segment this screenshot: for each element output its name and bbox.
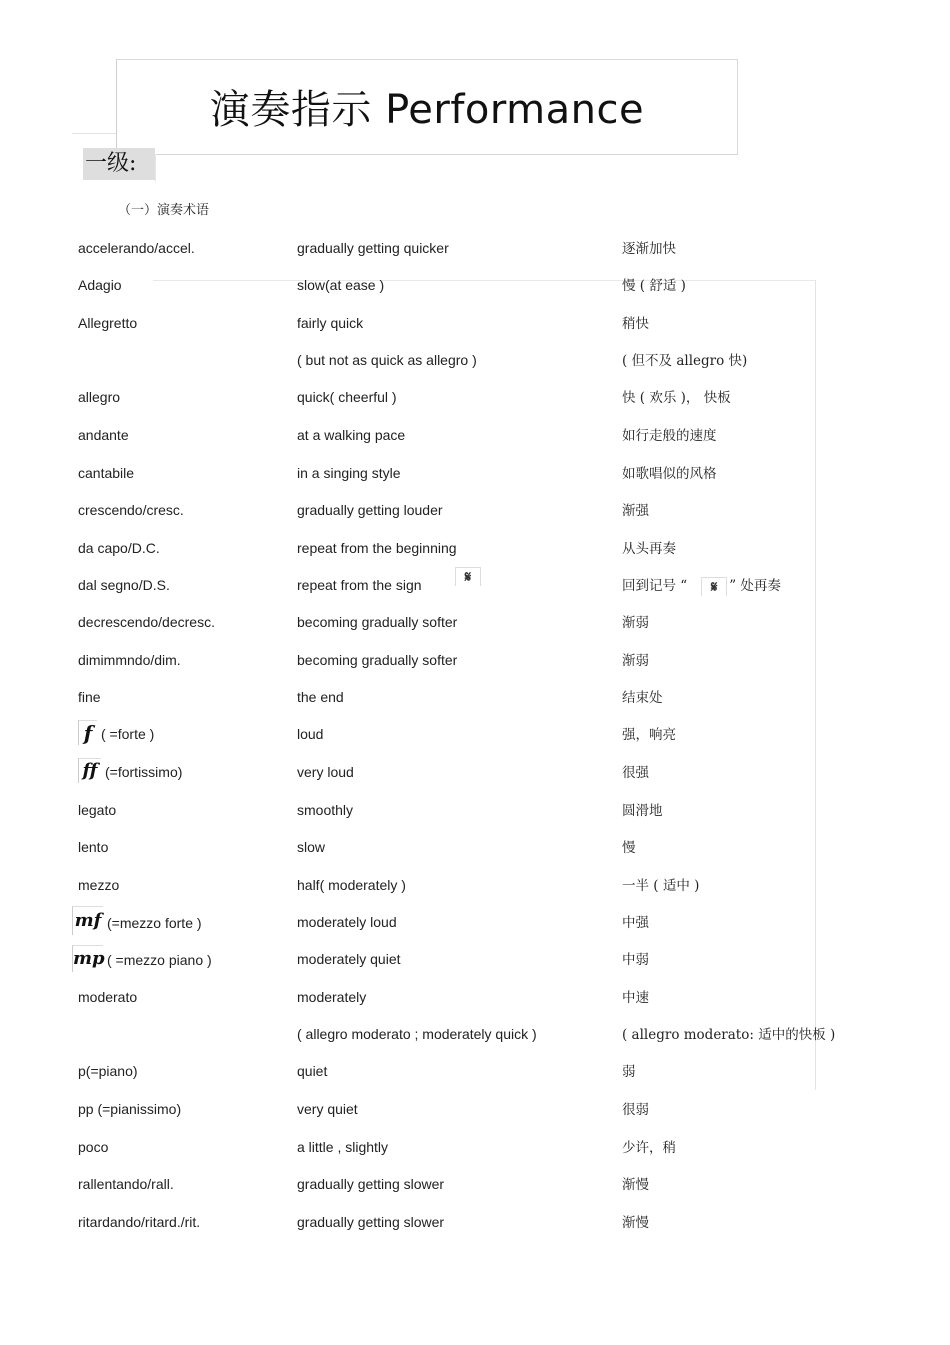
chinese-text: 中强 <box>622 915 649 931</box>
term-text: da capo/D.C. <box>78 540 160 556</box>
chinese-cell <box>622 948 649 968</box>
chinese-text: 很强 <box>622 765 649 781</box>
dynamic-mf-icon: mf <box>72 906 103 935</box>
chinese-text: 结束处 <box>622 690 663 706</box>
chinese-text: ( allegro moderato: 适中的快板 ) <box>622 1027 836 1043</box>
table-row <box>0 760 950 794</box>
term-cell <box>78 502 184 518</box>
term-cell <box>78 689 101 705</box>
chinese-text: 回到记号 “ <box>622 578 688 594</box>
chinese-cell <box>622 274 686 294</box>
term-cell <box>78 577 170 593</box>
table-row <box>0 465 950 495</box>
dynamic-f-icon: f <box>78 720 97 745</box>
chinese-cell <box>622 799 663 819</box>
table-row <box>0 1139 950 1169</box>
table-row <box>0 352 950 382</box>
term-text: lento <box>78 839 109 855</box>
table-row <box>0 1026 950 1056</box>
term-text: poco <box>78 1139 109 1155</box>
term-text: Adagio <box>78 277 122 293</box>
dynamic-ff-icon: ff <box>78 758 101 783</box>
segno-icon: 𝄋 <box>701 577 727 596</box>
table-row <box>0 839 950 869</box>
chinese-text: 渐慢 <box>622 1177 649 1193</box>
english-cell: moderately quiet <box>297 951 401 967</box>
segno-icon: 𝄋 <box>455 567 481 586</box>
chinese-cell <box>622 1136 676 1156</box>
term-cell <box>78 1176 174 1192</box>
chinese-cell <box>622 1173 649 1193</box>
table-row <box>0 568 950 607</box>
term-cell <box>78 240 195 256</box>
english-cell: quick( cheerful ) <box>297 389 397 405</box>
table-row <box>0 614 950 644</box>
table-row <box>0 240 950 270</box>
english-cell: at a walking pace <box>297 427 406 443</box>
term-text: andante <box>78 427 129 443</box>
term-text: (=fortissimo) <box>105 764 183 781</box>
term-cell <box>78 614 215 630</box>
table-row <box>0 1101 950 1131</box>
term-cell <box>78 1101 181 1117</box>
term-cell <box>78 760 183 783</box>
english-cell: gradually getting louder <box>297 502 443 518</box>
term-text: allegro <box>78 389 121 405</box>
table-row <box>0 1176 950 1206</box>
term-text: dal segno/D.S. <box>78 577 170 593</box>
table-row <box>0 540 950 570</box>
chinese-text: 如行走般的速度 <box>622 428 717 444</box>
chinese-text: 中速 <box>622 990 649 1006</box>
term-cell <box>78 540 160 556</box>
term-text: Allegretto <box>78 315 138 331</box>
table-row <box>0 802 950 832</box>
table-row <box>0 948 950 981</box>
page-title: 演奏指示 Performance <box>209 87 645 133</box>
divider <box>155 154 166 182</box>
chinese-cell <box>622 761 649 781</box>
chinese-cell <box>622 349 747 369</box>
chinese-cell <box>622 611 649 631</box>
chinese-text: 少许，稍 <box>622 1140 676 1156</box>
chinese-cell <box>622 1098 649 1118</box>
term-cell <box>78 1139 108 1155</box>
term-cell <box>78 989 137 1005</box>
english-cell: the end <box>297 689 344 705</box>
english-cell: quiet <box>297 1063 328 1079</box>
chinese-text: 很弱 <box>622 1102 649 1118</box>
chinese-cell <box>622 1023 835 1043</box>
term-cell <box>78 1214 200 1230</box>
english-cell: slow(at ease ) <box>297 277 385 293</box>
table-row <box>0 1214 950 1244</box>
table-row <box>0 689 950 719</box>
term-text: ( =mezzo piano ) <box>107 952 212 969</box>
chinese-text: 渐慢 <box>622 1215 649 1231</box>
chinese-text: 圆滑地 <box>622 803 663 819</box>
chinese-text-after: ” 处再奏 <box>729 578 781 594</box>
chinese-cell <box>622 986 649 1006</box>
title-box <box>116 59 738 155</box>
chinese-text: 渐强 <box>622 503 649 519</box>
english-cell: gradually getting quicker <box>297 240 449 256</box>
term-text: (=mezzo forte ) <box>107 915 202 932</box>
chinese-text: 一半 ( 适中 ) <box>622 878 700 894</box>
table-row <box>0 427 950 457</box>
chinese-text: 渐弱 <box>622 653 649 669</box>
chinese-text: 从头再奏 <box>622 541 676 557</box>
english-cell: repeat from the sign <box>297 577 422 593</box>
term-text: pp (=pianissimo) <box>78 1101 182 1117</box>
term-text: dimimmndo/dim. <box>78 652 181 668</box>
table-row <box>0 721 950 756</box>
english-cell: gradually getting slower <box>297 1176 445 1192</box>
term-text: fine <box>78 689 101 705</box>
english-cell: fairly quick <box>297 315 364 331</box>
table-row <box>0 877 950 907</box>
english-cell: gradually getting slower <box>297 1214 445 1230</box>
english-cell: very quiet <box>297 1101 358 1117</box>
chinese-text: 慢 ( 舒适 ) <box>622 278 686 294</box>
term-cell <box>74 910 202 935</box>
chinese-cell <box>622 1060 636 1080</box>
term-text: ( =forte ) <box>101 726 155 743</box>
chinese-cell <box>622 836 636 856</box>
english-cell: slow <box>297 839 326 855</box>
chinese-cell <box>622 723 676 743</box>
term-cell <box>78 389 120 405</box>
table-row <box>0 652 950 682</box>
english-cell: a little , slightly <box>297 1139 389 1155</box>
table-row <box>0 389 950 419</box>
chinese-text: 快 ( 欢乐 )， 快板 <box>622 390 731 406</box>
term-text: moderato <box>78 989 138 1005</box>
english-cell: repeat from the beginning <box>297 540 457 556</box>
table-row <box>0 1063 950 1093</box>
english-cell: very loud <box>297 764 354 780</box>
term-text: legato <box>78 802 117 818</box>
section-heading: （一）演奏术语 <box>118 203 210 218</box>
english-cell: in a singing style <box>297 465 401 481</box>
english-cell: becoming gradually softer <box>297 652 458 668</box>
english-cell: loud <box>297 726 324 742</box>
chinese-cell <box>622 874 699 894</box>
term-cell <box>78 277 122 293</box>
chinese-cell <box>622 1211 649 1231</box>
table-row <box>0 502 950 532</box>
english-cell: ( but not as quick as allegro ) <box>297 352 477 368</box>
divider <box>72 133 116 135</box>
english-cell: half( moderately ) <box>297 877 406 893</box>
table-row <box>0 910 950 944</box>
term-text: ritardando/ritard./rit. <box>78 1214 201 1230</box>
term-text: cantabile <box>78 465 135 481</box>
chinese-cell <box>622 574 781 596</box>
chinese-cell <box>622 424 717 444</box>
chinese-text: 如歌唱似的风格 <box>622 466 717 482</box>
term-cell <box>78 877 119 893</box>
chinese-cell <box>622 237 676 257</box>
term-text: p(=piano) <box>78 1063 138 1079</box>
term-cell <box>73 948 212 972</box>
chinese-cell <box>622 462 717 482</box>
term-cell <box>78 721 155 745</box>
dynamic-mp-icon: mp <box>72 945 103 972</box>
term-cell <box>78 315 137 331</box>
english-cell: moderately loud <box>297 914 397 930</box>
chinese-text: ( 但不及 allegro 快) <box>622 353 748 369</box>
chinese-cell <box>622 649 649 669</box>
chinese-cell <box>622 537 676 557</box>
english-cell: ( allegro moderato ; moderately quick ) <box>297 1026 537 1042</box>
term-cell <box>78 427 129 443</box>
table-row <box>0 315 950 345</box>
chinese-text: 慢 <box>622 840 636 856</box>
term-cell <box>78 802 116 818</box>
chinese-text: 中弱 <box>622 952 649 968</box>
level-heading: 一级: <box>83 148 155 180</box>
chinese-text: 强，响亮 <box>622 727 676 743</box>
chinese-text: 稍快 <box>622 316 649 332</box>
chinese-text: 渐弱 <box>622 615 649 631</box>
chinese-text: 逐渐加快 <box>622 241 676 257</box>
chinese-cell <box>622 312 649 332</box>
chinese-cell <box>622 386 731 406</box>
term-text: crescendo/cresc. <box>78 502 184 518</box>
term-text: accelerando/accel. <box>78 240 195 256</box>
term-text: decrescendo/decresc. <box>78 614 215 630</box>
english-cell: becoming gradually softer <box>297 614 458 630</box>
chinese-cell <box>622 686 663 706</box>
term-cell <box>78 839 108 855</box>
term-cell <box>78 465 134 481</box>
chinese-text: 弱 <box>622 1064 636 1080</box>
table-row <box>0 989 950 1019</box>
term-text: mezzo <box>78 877 120 893</box>
english-cell: moderately <box>297 989 367 1005</box>
chinese-cell <box>622 911 649 931</box>
chinese-cell <box>622 499 649 519</box>
term-cell <box>78 652 181 668</box>
term-cell <box>78 1063 138 1079</box>
table-row <box>0 277 950 307</box>
term-text: rallentando/rall. <box>78 1176 174 1192</box>
english-cell: smoothly <box>297 802 354 818</box>
